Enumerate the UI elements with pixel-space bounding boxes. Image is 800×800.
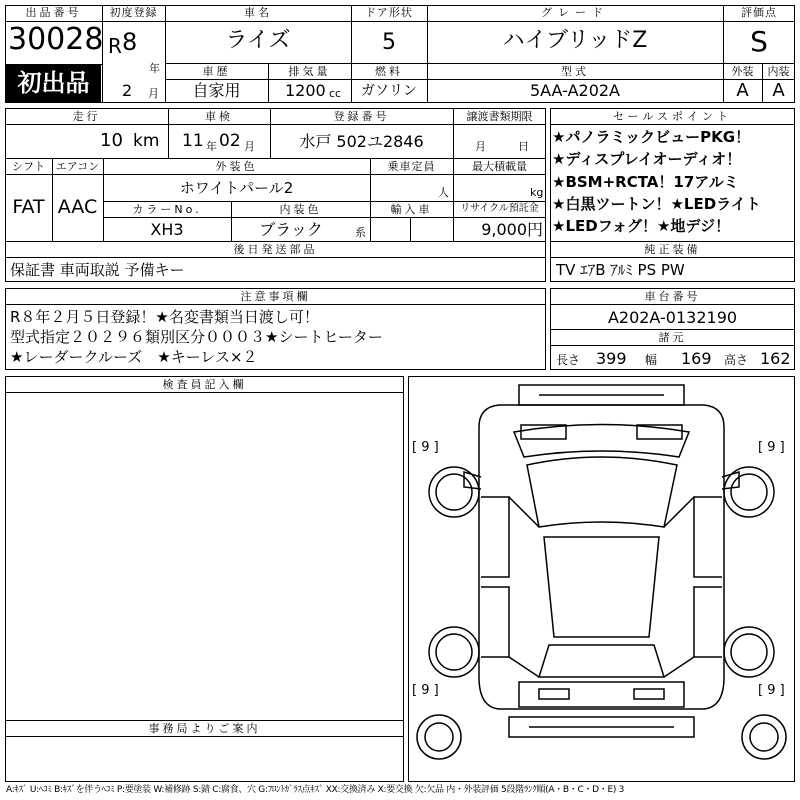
rear-window (539, 645, 664, 677)
length-label: 長さ (556, 353, 581, 367)
sales-point-line: ★白黒ツートン！★LEDライト (552, 195, 761, 213)
sales-point-line: ★パノラミックビューPKG！ (552, 128, 751, 146)
tire-rear-left-tread: [ 9 ] (412, 683, 439, 698)
legend-footer: A:ｷｽﾞ U:ﾍｺﾐ B:ｷｽﾞを伴うﾍｺﾐ P:要塗装 W:補修跡 S:錆 C:腐食、穴 G:ﾌﾛﾝﾄｶﾞﾗｽ点ｷｽﾞ XX:交換済み X:要交換 欠:欠品 内・外装評価 5段階ﾗﾝｸ順(A・B・C・D・E) 3 (6, 785, 625, 795)
door-front-right (694, 497, 722, 577)
damage-diagram (408, 376, 795, 782)
import-label: 輸入車 (390, 203, 433, 216)
lot-number-label: 出品番号 (25, 6, 82, 19)
hood (514, 425, 689, 458)
model-code: 5AA-A202A (529, 81, 620, 100)
later-parts-label: 後日発送部品 (233, 243, 318, 256)
notes-line: ★レーダークルーズ ★キーレス×２ (10, 348, 258, 366)
grade-label: グレード (541, 6, 609, 19)
inspection-month-unit: 月 (244, 140, 255, 153)
ac: AAC (57, 196, 98, 218)
dimensions-label: 諸元 (658, 331, 687, 344)
year-unit: 年 (149, 62, 160, 75)
shift-label: シフト (12, 160, 45, 173)
tire-front-right-tread: [ 9 ] (758, 440, 785, 455)
interior-score: A (772, 80, 785, 101)
exterior-color-label: 外装色 (215, 160, 258, 173)
color-no: XH3 (150, 220, 184, 239)
roof (544, 537, 659, 637)
ac-label: エアコン (55, 160, 100, 173)
office-notice-label: 事務局よりご案内 (148, 722, 261, 735)
mileage-unit: km (133, 131, 160, 151)
exterior-score: A (736, 80, 749, 101)
sales-points-label: セールスポイント (612, 110, 732, 123)
transfer-day-unit: 日 (518, 140, 529, 153)
era: R (108, 34, 122, 58)
capacity-unit: 人 (438, 186, 449, 199)
width: 169 (681, 349, 712, 368)
interior-color-unit: 系 (355, 226, 366, 239)
first-listing-badge: 初出品 (6, 65, 101, 102)
chassis-label: 車台番号 (644, 290, 701, 303)
car-name: ライズ (225, 28, 291, 53)
history: 自家用 (192, 81, 241, 100)
overall-score: S (750, 25, 768, 58)
interior-color: ブラック (259, 220, 323, 239)
fuel: ガソリン (361, 83, 417, 99)
door-label: ドア形状 (365, 6, 413, 19)
width-label: 幅 (645, 353, 658, 367)
registration-year: 8 (122, 28, 138, 56)
tire-front-left-tread: [ 9 ] (412, 440, 439, 455)
lot-number: 30028 (8, 22, 104, 57)
sales-point-line: ★BSM+RCTA！17アルミ (552, 173, 739, 191)
exterior-score-label: 外装 (731, 65, 754, 78)
rear-hatch (519, 682, 684, 707)
score-label: 評価点 (741, 6, 777, 19)
color-no-label: カラーNo. (132, 203, 202, 216)
taillight-right (634, 689, 664, 699)
tire-rear-right-tread: [ 9 ] (758, 683, 785, 698)
displacement-label: 排気量 (288, 65, 331, 78)
windshield (527, 457, 677, 527)
length: 399 (596, 349, 627, 368)
sales-point-line: ★ディスプレイオーディオ！ (552, 150, 742, 168)
inspection-year: 11 (182, 131, 204, 151)
displacement-unit: cc (329, 87, 342, 100)
max-load-label: 最大積載量 (472, 160, 527, 173)
inspector-label: 検査員記入欄 (162, 378, 247, 391)
notes-line: 型式指定２０２９６類別区分０００３★シートヒーター (10, 328, 383, 346)
spare-tire-left (417, 715, 461, 759)
recycle-label: リサイクル預託金 (460, 203, 539, 214)
history-label: 車歴 (202, 65, 231, 78)
interior-score-label: 内装 (767, 65, 790, 78)
car-name-label: 車名 (244, 6, 272, 19)
door-front-left (481, 497, 509, 577)
inspection-month: 02 (219, 131, 241, 151)
door-rear-left (481, 587, 509, 657)
notes-line: R８年２月５日登録！★名変書類当日渡し可！ (10, 308, 319, 326)
mileage-label: 走行 (72, 110, 101, 123)
interior-color-label: 内装色 (279, 203, 322, 216)
sales-point-line: ★LEDフォグ！★地デジ！ (552, 217, 731, 235)
month-unit: 月 (148, 87, 159, 100)
equipment-label: 純正装備 (644, 243, 701, 256)
inspection-label: 車検 (205, 110, 233, 123)
plate-label: 登録番号 (333, 110, 390, 123)
displacement: 1200 (285, 81, 326, 100)
max-load-unit: kg (530, 186, 544, 199)
mileage: 10 (100, 130, 123, 151)
notes-label: 注意事項欄 (240, 290, 311, 303)
recycle-fee: 9,000円 (481, 220, 543, 239)
chassis-number: A202A-0132190 (607, 308, 738, 327)
height-label: 高さ (724, 353, 749, 367)
equipment: TV ｴｱB ｱﾙﾐ PS PW (556, 261, 685, 279)
shift: FAT (12, 196, 45, 218)
spare-tire-right (742, 715, 786, 759)
transfer-month-unit: 月 (475, 140, 486, 153)
first-registration-label: 初度登録 (109, 6, 158, 19)
later-parts: 保証書 車両取説 予備キー (10, 261, 185, 279)
transfer-doc-label: 譲渡書類期限 (466, 110, 533, 123)
height: 162 (760, 349, 791, 368)
fuel-label: 燃料 (375, 65, 403, 78)
model-label: 型式 (561, 65, 589, 78)
registration-month: 2 (122, 81, 133, 100)
taillight-left (539, 689, 569, 699)
exterior-color: ホワイトパール2 (179, 179, 294, 197)
plate-number: 水戸 502ユ2846 (299, 132, 424, 151)
door-rear-right (694, 587, 722, 657)
grade: ハイブリッドZ (502, 28, 648, 53)
capacity-label: 乗車定員 (387, 160, 436, 173)
inspection-year-unit: 年 (206, 140, 217, 153)
doors: 5 (382, 30, 396, 55)
